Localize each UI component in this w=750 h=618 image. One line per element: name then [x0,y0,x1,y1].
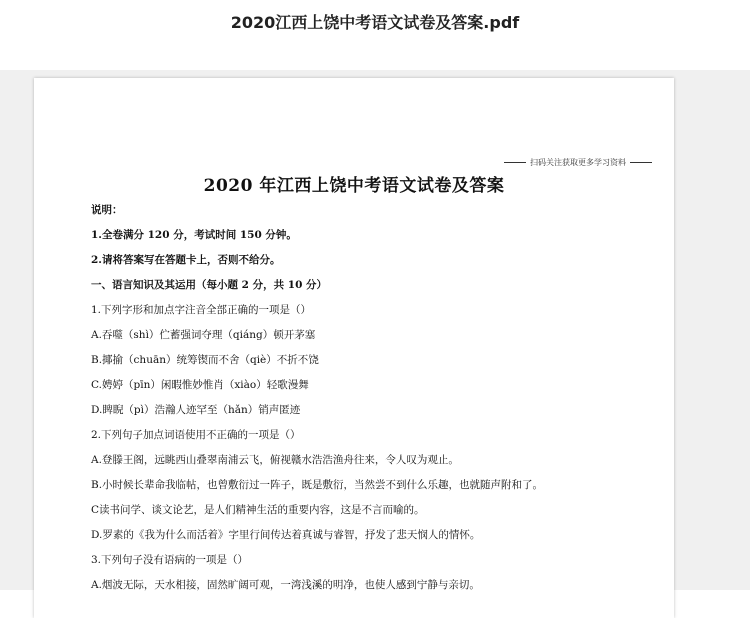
question-line: 1.下列字形和加点字注音全部正确的一项是（） [91,304,312,316]
pdf-viewer-area[interactable] [0,70,750,590]
option-line: B.小时候长辈命我临帖，也曾敷衍过一阵子，既是敷衍，当然尝不到什么乐趣，也就随声附和了。 [91,479,544,491]
instructions-heading: 说明： [91,204,123,216]
question-line: 3.下列句子没有语病的一项是（） [91,554,249,566]
viewer-topbar [0,0,750,70]
header-note [500,157,656,168]
paper-title: 2020 年江西上饶中考语文试卷及答案 [203,176,505,196]
option-line: D.睥睨（pì）浩瀚人迹罕至（hǎn）销声匿迹 [91,404,301,416]
option-line: B.揶揄（chuān）统筹锲而不舍（qiè）不折不饶 [91,354,319,366]
option-line: A.烟波无际，天水相接，固然旷阔可观，一湾浅溪的明净，也使人感到宁静与亲切。 [91,579,480,591]
file-name-title: 2020江西上饶中考语文试卷及答案.pdf [230,13,520,32]
question-line: 2.下列句子加点词语使用不正确的一项是（） [91,429,301,441]
option-line: A.吞噬（shì）伫蓄强词夺理（qiáng）顿开茅塞 [91,329,316,341]
option-line: C.娉婷（pīn）闲暇惟妙惟肖（xiào）轻歌漫舞 [91,379,309,391]
option-line: D.罗素的《我为什么而活着》字里行间传达着真诚与睿智，抒发了悲天悯人的情怀。 [91,529,481,541]
option-line: C读书问学、谈文论艺，是人们精神生活的重要内容，这是不言而喻的。 [91,504,425,516]
header-note-text: 扫码关注获取更多学习资料 [530,158,626,167]
section-heading: 一、语言知识及其运用（每小题 2 分，共 10 分） [91,279,328,291]
instruction-line: 1.全卷满分 120 分，考试时间 150 分钟。 [91,229,297,241]
instruction-line: 2.请将答案写在答题卡上，否则不给分。 [91,254,281,266]
pdf-page [34,78,674,618]
header-dash-right [630,162,652,163]
option-line: A.登滕王阁，远眺西山叠翠南浦云飞，俯视赣水浩浩渔舟往来，令人叹为观止。 [91,454,459,466]
header-dash-left [504,162,526,163]
